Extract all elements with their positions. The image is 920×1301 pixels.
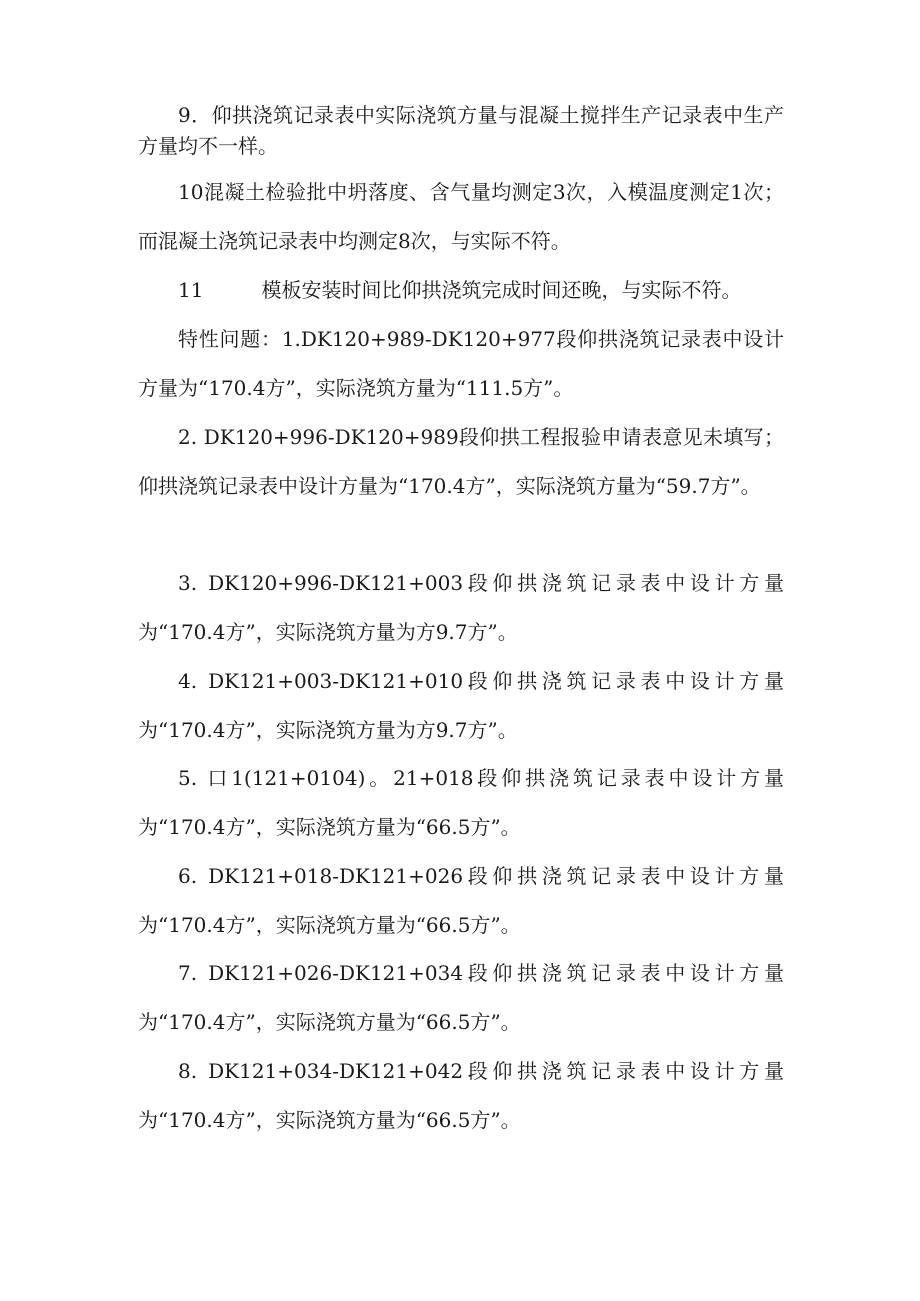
paragraph-specific-issue-6: 6. DK121+018-DK121+026段仰拱浇筑记录表中设计方量为“170.4方”，实际浇筑方量为“66.5方”。 [138, 864, 784, 937]
item-11-text: 模板安装时间比仰拱浇筑完成时间还晚，与实际不符。 [261, 278, 742, 302]
paragraph-specific-issue-4: 4. DK121+003-DK121+010段仰拱浇筑记录表中设计方量为“170.4方”，实际浇筑方量为方9.7方”。 [138, 669, 784, 742]
item-11-number: 11 [178, 278, 204, 302]
paragraph-item-9: 9．仰拱浇筑记录表中实际浇筑方量与混凝土搅拌生产记录表中生产方量均不一样。 [138, 103, 784, 158]
paragraph-specific-issue-3: 3. DK120+996-DK121+003段仰拱浇筑记录表中设计方量为“170.4方”，实际浇筑方量为方9.7方”。 [138, 571, 784, 644]
paragraph-specific-issue-7: 7. DK121+026-DK121+034段仰拱浇筑记录表中设计方量为“170.4方”，实际浇筑方量为“66.5方”。 [138, 961, 784, 1034]
paragraph-item-10: 10混凝土检验批中坍落度、含气量均测定3次，入模温度测定1次；而混凝土浇筑记录表中均测定8次，与实际不符。 [138, 180, 784, 253]
paragraph-specific-issue-5: 5. 口1(121+0104)。21+018段仰拱浇筑记录表中设计方量为“170.4方”，实际浇筑方量为“66.5方”。 [138, 766, 784, 839]
paragraph-specific-issue-2: 2. DK120+996-DK120+989段仰拱工程报验申请表意见未填写；仰拱浇筑记录表中设计方量为“170.4方”，实际浇筑方量为“59.7方”。 [138, 425, 784, 498]
paragraph-specific-issue-8: 8. DK121+034-DK121+042段仰拱浇筑记录表中设计方量为“170.4方”，实际浇筑方量为“66.5方”。 [138, 1059, 784, 1132]
paragraph-specific-issue-1: 特性问题：1.DK120+989-DK120+977段仰拱浇筑记录表中设计方量为“170.4方”，实际浇筑方量为“111.5方”。 [138, 327, 784, 400]
paragraph-item-11 [138, 266, 784, 315]
